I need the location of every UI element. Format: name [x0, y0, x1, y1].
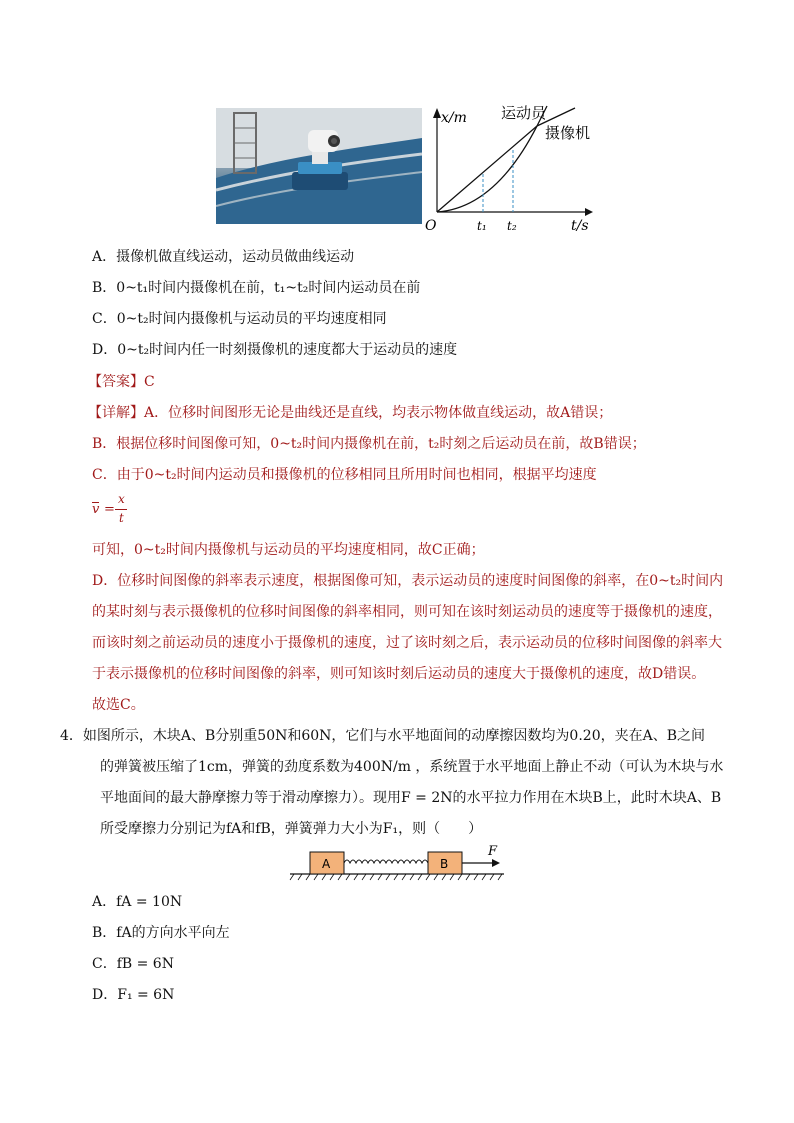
analysis-d2: 的某时刻与表示摄像机的位移时间图像的斜率相同，则可知在该时刻运动员的速度等于摄像机的速度，	[92, 604, 722, 620]
block-a-label: A	[322, 857, 331, 871]
camera-label: 摄像机	[545, 124, 591, 142]
x-axis-label: t/s	[571, 218, 589, 234]
q4-option-d: D．F₁ = 6N	[92, 987, 175, 1003]
camera-line	[437, 126, 537, 212]
q3-option-c: C．0~t₂时间内摄像机与运动员的平均速度相同	[92, 311, 387, 327]
analysis-c2: 可知，0~t₂时间内摄像机与运动员的平均速度相同，故C正确；	[92, 542, 485, 558]
t1-label: t₁	[477, 219, 487, 233]
q4-option-a: A．fA = 10N	[92, 894, 183, 910]
formula-v: v	[92, 502, 100, 517]
q4-line-3: 平地面间的最大静摩擦力等于滑动摩擦力）。现用F = 2N的水平拉力作用在木块B上，此时木块A、B	[100, 790, 722, 806]
q3-option-d: D．0~t₂时间内任一时刻摄像机的速度都大于运动员的速度	[92, 342, 458, 358]
force-label: F	[488, 844, 498, 859]
analysis-d3: 而该时刻之前运动员的速度小于摄像机的速度，过了该时刻之后，表示运动员的位移时间图像的斜率大	[92, 635, 722, 651]
camera-rail-photo	[216, 108, 422, 224]
analysis-a: 【详解】A．位移时间图形无论是曲线还是直线，均表示物体做直线运动，故A错误；	[88, 405, 613, 421]
q4-line-4: 所受摩擦力分别记为fA和fB，弹簧弹力大小为F₁，则（ ）	[100, 821, 483, 837]
q4-option-c: C．fB = 6N	[92, 956, 174, 972]
answer-label: 【答案】	[88, 374, 144, 390]
analysis-c1: C．由于0~t₂时间内运动员和摄像机的位移相同且所用时间也相同，根据平均速度	[92, 467, 597, 483]
analysis-conclusion: 故选C。	[92, 697, 145, 713]
q3-option-b: B．0~t₁时间内摄像机在前，t₁~t₂时间内运动员在前	[92, 280, 421, 296]
y-axis-label: x/m	[441, 110, 467, 126]
q3-option-a: A．摄像机做直线运动，运动员做曲线运动	[92, 249, 355, 265]
analysis-d4: 于表示摄像机的位移时间图像的斜率，则可知该时刻后运动员的速度大于摄像机的速度，故D错误。	[92, 666, 706, 682]
analysis-label: 【详解】	[88, 405, 144, 421]
answer-value: C	[144, 374, 155, 390]
block-b-label: B	[440, 857, 449, 871]
analysis-b: B．根据位移时间图像可知，0~t₂时间内摄像机在前，t₂时刻之后运动员在前，故B错误；	[92, 436, 646, 452]
xt-graph	[425, 100, 605, 235]
analysis-d1: D．位移时间图像的斜率表示速度，根据图像可知，表示运动员的速度时间图像的斜率，在0~t₂时间内	[92, 573, 724, 589]
runner-label: 运动员	[501, 104, 547, 122]
t2-label: t₂	[507, 219, 517, 233]
formula-num: x	[118, 492, 125, 506]
formula-den: t	[119, 511, 124, 525]
average-velocity-formula	[92, 492, 142, 532]
q4-line-2: 的弹簧被压缩了1cm，弹簧的劲度系数为400N/m ，系统置于水平地面上静止不动（可认为木块与水	[100, 759, 724, 775]
answer	[88, 372, 155, 392]
q4-option-b: B．fA的方向水平向左	[92, 925, 230, 941]
spring-blocks-figure	[288, 842, 508, 882]
formula-eq: =	[104, 502, 115, 517]
q4-line-1: 4．如图所示，木块A、B分别重50N和60N，它们与水平地面间的动摩擦因数均为0.20，夹在A、B之间	[60, 728, 706, 744]
spring	[344, 860, 428, 863]
origin-label: O	[425, 218, 437, 234]
